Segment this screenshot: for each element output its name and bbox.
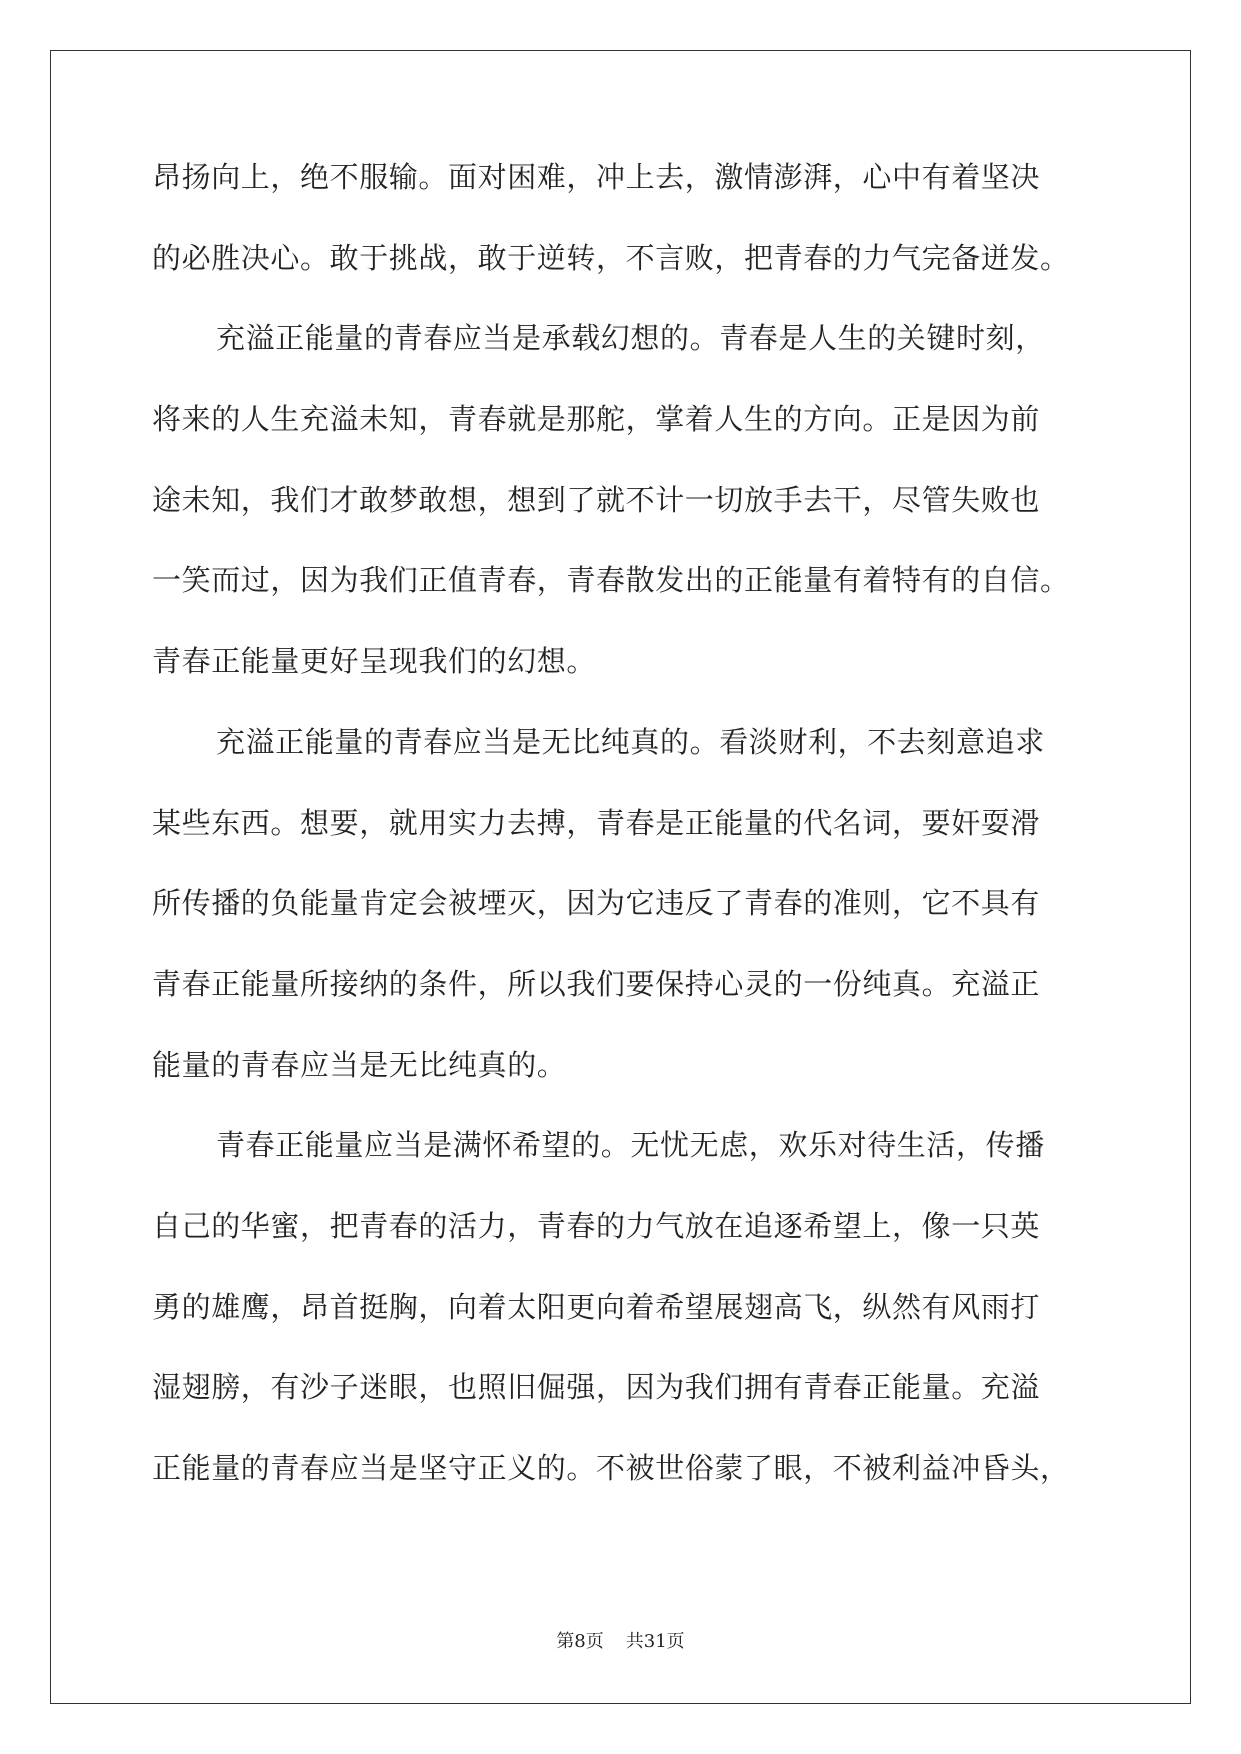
text-line: 青春正能量所接纳的条件，所以我们要保持心灵的一份纯真。充溢正 [152, 966, 1041, 1001]
text-line: 充溢正能量的青春应当是承载幻想的。青春是人生的关键时刻， [216, 321, 1045, 356]
text-line: 青春正能量更好呈现我们的幻想。 [152, 644, 597, 679]
text-line: 所传播的负能量肯定会被堙灭，因为它违反了青春的准则，它不具有 [152, 886, 1041, 921]
text-line: 能量的青春应当是无比纯真的。 [152, 1047, 567, 1082]
page-number: 第8页 [556, 1631, 604, 1652]
page-total: 共31页 [625, 1631, 685, 1652]
text-line: 勇的雄鹰，昂首挺胸，向着太阳更向着希望展翅高飞，纵然有风雨打 [152, 1289, 1041, 1324]
text-line: 正能量的青春应当是坚守正义的。不被世俗蒙了眼，不被利益冲昏头， [152, 1451, 1070, 1485]
text-line: 昂扬向上，绝不服输。面对困难，冲上去，激情澎湃，心中有着坚决 [152, 160, 1041, 194]
text-line: 某些东西。想要，就用实力去搏，青春是正能量的代名词，要奸耍滑 [152, 805, 1041, 840]
text-line: 将来的人生充溢未知，青春就是那舵，掌着人生的方向。正是因为前 [152, 402, 1041, 437]
text-line: 途未知，我们才敢梦敢想，想到了就不计一切放手去干，尽管失败也 [152, 482, 1041, 517]
text-line: 一笑而过，因为我们正值青春，青春散发出的正能量有着特有的自信。 [152, 563, 1070, 598]
text-line: 青春正能量应当是满怀希望的。无忧无虑，欢乐对待生活，传播 [216, 1128, 1045, 1163]
document-body [152, 162, 1092, 1534]
text-line: 湿翅膀，有沙子迷眼，也照旧倔强，因为我们拥有青春正能量。充溢 [152, 1370, 1041, 1405]
page-footer [0, 1627, 1241, 1653]
text-line: 的必胜决心。敢于挑战，敢于逆转，不言败，把青春的力气完备迸发。 [152, 240, 1070, 275]
text-line: 充溢正能量的青春应当是无比纯真的。看淡财利，不去刻意追求 [216, 724, 1045, 759]
text-line: 自己的华蜜，把青春的活力，青春的力气放在追逐希望上，像一只英 [152, 1208, 1041, 1243]
